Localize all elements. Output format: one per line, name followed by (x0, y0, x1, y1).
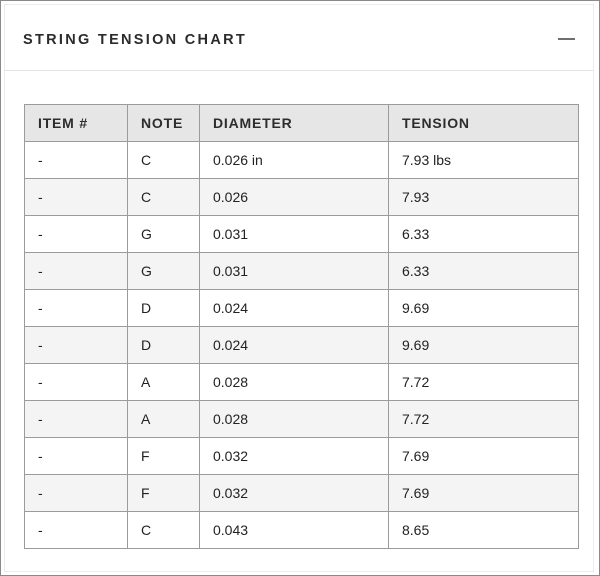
cell-item: - (25, 142, 128, 179)
cell-tension: 7.69 (389, 475, 579, 512)
cell-note: G (128, 253, 200, 290)
table-row (25, 475, 579, 512)
cell-note: D (128, 290, 200, 327)
table-header-row (25, 105, 579, 142)
cell-diameter: 0.026 in (200, 142, 389, 179)
minus-icon[interactable] (558, 38, 575, 40)
cell-item: - (25, 512, 128, 549)
column-header-tension: TENSION (389, 105, 579, 142)
cell-tension: 6.33 (389, 216, 579, 253)
table-row (25, 290, 579, 327)
cell-note: A (128, 401, 200, 438)
cell-tension: 7.72 (389, 401, 579, 438)
cell-note: C (128, 142, 200, 179)
string-tension-table (24, 104, 579, 549)
table-row (25, 253, 579, 290)
table-row (25, 216, 579, 253)
column-header-note: NOTE (128, 105, 200, 142)
cell-diameter: 0.031 (200, 216, 389, 253)
table-row (25, 512, 579, 549)
table-row (25, 327, 579, 364)
cell-diameter: 0.028 (200, 364, 389, 401)
table-row (25, 179, 579, 216)
cell-diameter: 0.026 (200, 179, 389, 216)
cell-diameter: 0.043 (200, 512, 389, 549)
cell-diameter: 0.024 (200, 290, 389, 327)
cell-tension: 8.65 (389, 512, 579, 549)
cell-diameter: 0.032 (200, 438, 389, 475)
column-header-item: ITEM # (25, 105, 128, 142)
cell-item: - (25, 327, 128, 364)
cell-diameter: 0.028 (200, 401, 389, 438)
cell-diameter: 0.032 (200, 475, 389, 512)
cell-item: - (25, 401, 128, 438)
table-row (25, 438, 579, 475)
cell-tension: 9.69 (389, 327, 579, 364)
cell-note: C (128, 179, 200, 216)
cell-tension: 7.72 (389, 364, 579, 401)
cell-item: - (25, 364, 128, 401)
table-row (25, 401, 579, 438)
cell-item: - (25, 179, 128, 216)
cell-note: A (128, 364, 200, 401)
table-row (25, 364, 579, 401)
accordion-header[interactable] (4, 4, 594, 71)
cell-note: C (128, 512, 200, 549)
cell-item: - (25, 253, 128, 290)
cell-tension: 6.33 (389, 253, 579, 290)
cell-item: - (25, 438, 128, 475)
cell-diameter: 0.024 (200, 327, 389, 364)
cell-note: G (128, 216, 200, 253)
cell-tension: 7.93 (389, 179, 579, 216)
cell-item: - (25, 475, 128, 512)
cell-note: D (128, 327, 200, 364)
table-row (25, 142, 579, 179)
cell-item: - (25, 290, 128, 327)
cell-tension: 7.93 lbs (389, 142, 579, 179)
cell-note: F (128, 475, 200, 512)
cell-tension: 9.69 (389, 290, 579, 327)
column-header-diameter: DIAMETER (200, 105, 389, 142)
cell-item: - (25, 216, 128, 253)
cell-note: F (128, 438, 200, 475)
cell-diameter: 0.031 (200, 253, 389, 290)
section-title: STRING TENSION CHART (23, 32, 248, 48)
cell-tension: 7.69 (389, 438, 579, 475)
